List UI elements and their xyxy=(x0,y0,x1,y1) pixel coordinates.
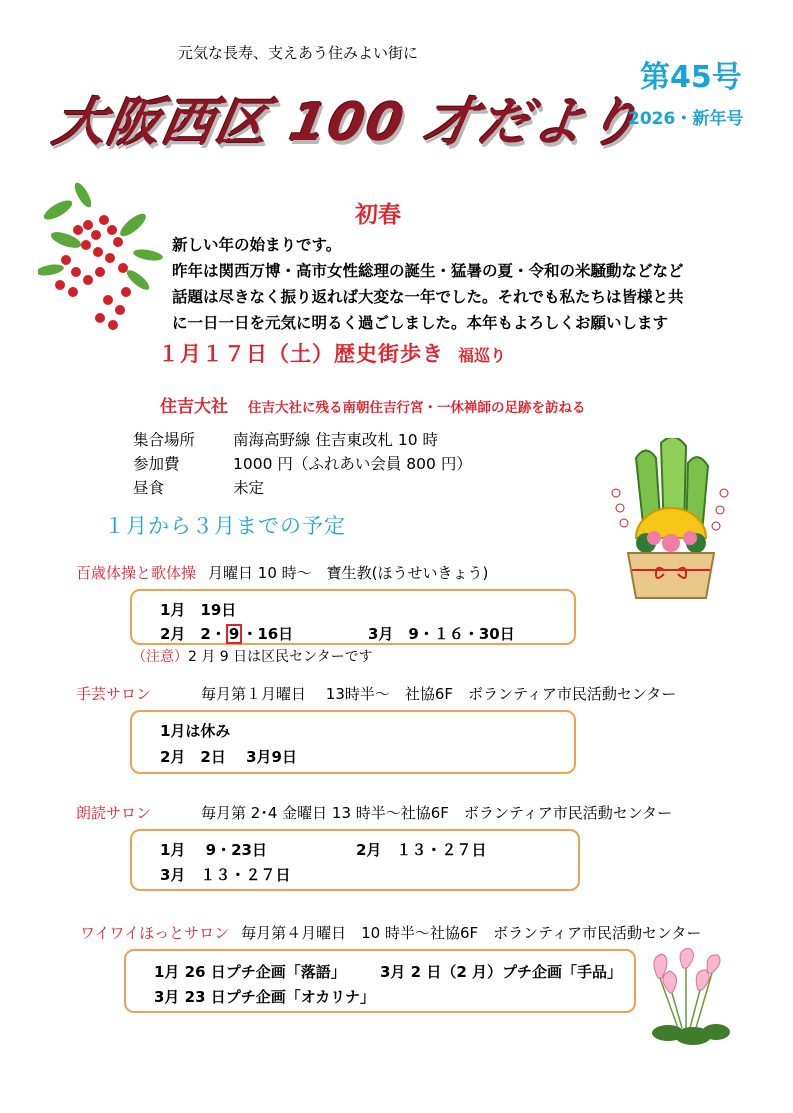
greeting-line: に一日一日を元気に明るく過ごしました。本年もよろしくお願いします xyxy=(172,314,669,332)
walk-title xyxy=(158,338,506,368)
walk-place-name: 住吉大社 xyxy=(160,397,228,417)
event-dates-box xyxy=(124,949,636,1013)
kadomatsu-illustration xyxy=(606,438,736,603)
event-name: 百歳体操と歌体操 xyxy=(76,564,197,582)
info-value: 未定 xyxy=(233,479,265,497)
greeting-heading: 初春 xyxy=(355,202,401,228)
newsletter-title: 大阪西区 100 才だより xyxy=(48,93,647,153)
event-detail: 月曜日 10 時～ 寶生教(ほうせいきょう) xyxy=(208,564,489,582)
event-header xyxy=(76,683,676,704)
dates-line: 3月 2 日（2 月）プチ企画「手品」 xyxy=(380,963,622,981)
walk-title-text: １月１７日（土）歴史街歩き xyxy=(158,342,444,366)
info-label: 昼食 xyxy=(133,479,165,497)
event-name: 手芸サロン xyxy=(76,685,152,703)
walk-info-row xyxy=(133,428,472,452)
dates-line: 3月 9・１６・30日 xyxy=(368,625,515,643)
event-name: ワイワイほっとサロン xyxy=(80,924,230,942)
dates-line: 3月 23 日プチ企画「オカリナ」 xyxy=(154,988,376,1006)
note-label: （注意） xyxy=(132,649,188,665)
nandina-berries-illustration xyxy=(38,180,168,345)
dates-part: 2月 2・ xyxy=(160,625,226,643)
info-label: 集合場所 xyxy=(133,431,196,449)
event-header xyxy=(76,562,488,583)
info-value: 南海高野線 住吉東改札 10 時 xyxy=(233,431,439,449)
note-text: 2 月 9 日は区民センターです xyxy=(188,649,373,665)
walk-info xyxy=(133,428,472,500)
event-name: 朗読サロン xyxy=(76,804,152,822)
event-dates-box xyxy=(130,710,576,774)
edition-label: 2026・新年号 xyxy=(628,109,744,129)
event-header xyxy=(76,802,672,823)
slogan: 元気な長寿、支えあう住みよい街に xyxy=(178,44,419,62)
walk-subtitle: 福巡り xyxy=(458,346,507,365)
event-dates-box xyxy=(130,589,576,645)
cyclamen-illustration xyxy=(638,948,738,1048)
event-header xyxy=(80,922,701,943)
dates-line: 1月 9・23日 xyxy=(160,841,267,859)
dates-line: 2月 １３・２７日 xyxy=(356,841,487,859)
dates-part: ・16日 xyxy=(242,625,294,643)
event-detail: 毎月第 2･4 金曜日 13 時半～社協6F ボランティア市民活動センター xyxy=(201,804,673,822)
greeting-line: 新しい年の始まりです。 xyxy=(172,236,342,254)
event-detail: 毎月第１月曜日 13時半～ 社協6F ボランティア市民活動センター xyxy=(201,685,677,703)
highlighted-date: 9 xyxy=(226,624,242,644)
event-dates-box xyxy=(130,829,580,891)
dates-line: 1月 26 日プチ企画「落語」 xyxy=(154,963,346,981)
schedule-heading: １月から３月までの予定 xyxy=(104,514,346,538)
dates-line: 1月は休み xyxy=(160,722,231,740)
greeting-text xyxy=(172,232,684,336)
issue-number: 第45号 xyxy=(640,60,742,95)
walk-info-row xyxy=(133,452,472,476)
walk-info-row xyxy=(133,476,472,500)
dates-line: 1月 19日 xyxy=(160,601,237,619)
dates-line: 2月 2日 3月9日 xyxy=(160,748,297,766)
greeting-line: 話題は尽きなく振り返れば大変な一年でした。それでも私たちは皆様と共 xyxy=(172,288,684,306)
event-detail: 毎月第４月曜日 10 時半～社協6F ボランティア市民活動センター xyxy=(241,924,702,942)
greeting-line: 昨年は関西万博・高市女性総理の誕生・猛暑の夏・令和の米騒動などなど xyxy=(172,262,684,280)
event-note xyxy=(132,646,373,666)
walk-place-desc: 住吉大社に残る南朝住吉行宮・一休禅師の足跡を訪ねる xyxy=(248,400,586,416)
walk-place xyxy=(160,392,586,417)
dates-line xyxy=(160,623,293,644)
dates-line: 3月 １３・２７日 xyxy=(160,866,291,884)
info-value: 1000 円（ふれあい会員 800 円） xyxy=(233,455,472,473)
info-label: 参加費 xyxy=(133,455,180,473)
